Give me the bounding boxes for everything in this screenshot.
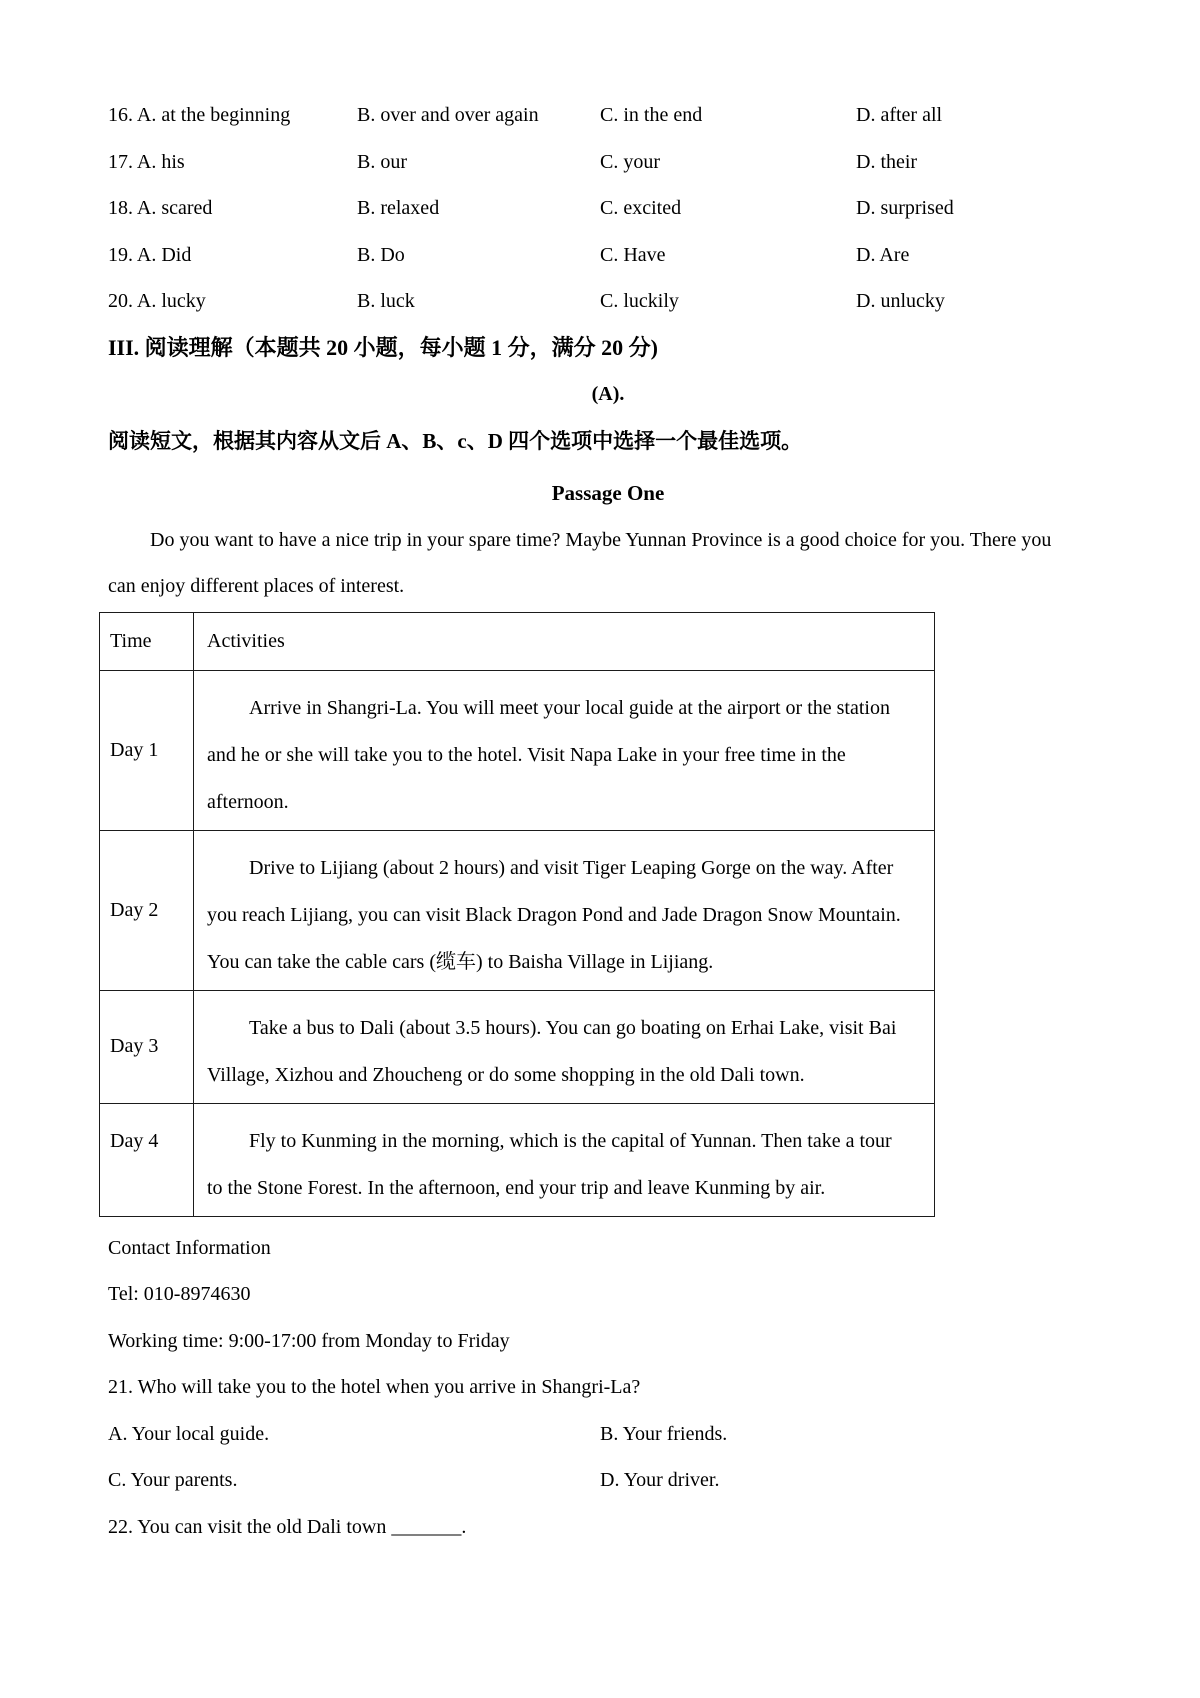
day-label: Day 3 bbox=[100, 990, 194, 1103]
question-21-options-row-2 bbox=[108, 1457, 1108, 1504]
cloze-row-19 bbox=[108, 232, 1108, 279]
activity-line: You can take the cable cars (缆车) to Baisha Village in Lijiang. bbox=[207, 950, 714, 973]
question-21-stem: 21. Who will take you to the hotel when you arrive in Shangri-La? bbox=[108, 1376, 641, 1398]
question-21 bbox=[108, 1364, 1108, 1504]
day2-activities bbox=[194, 830, 935, 990]
section-heading: III. 阅读理解（本题共 20 小题，每小题 1 分，满分 20 分) bbox=[108, 334, 659, 360]
option-21-a: A. Your local guide. bbox=[108, 1422, 270, 1445]
option-19-d: D. Are bbox=[856, 243, 910, 266]
option-16-d: D. after all bbox=[856, 104, 943, 126]
contact-tel: Tel: 010-8974630 bbox=[108, 1283, 251, 1305]
option-18-d: D. surprised bbox=[856, 197, 954, 219]
day-label-text: Day 4 bbox=[110, 1129, 159, 1152]
activity-line: Drive to Lijiang (about 2 hours) and visit Tiger Leaping Gorge on the way. After bbox=[249, 856, 894, 879]
cloze-row-18 bbox=[108, 185, 1108, 232]
option-20-d: D. unlucky bbox=[856, 290, 945, 312]
day4-activities bbox=[194, 1103, 935, 1216]
activity-line: Village, Xizhou and Zhoucheng or do some shopping in the old Dali town. bbox=[207, 1063, 805, 1086]
activity-line: to the Stone Forest. In the afternoon, end your trip and leave Kunming by air. bbox=[207, 1176, 826, 1199]
option-21-b: B. Your friends. bbox=[600, 1422, 728, 1445]
cloze-row-16 bbox=[108, 92, 1108, 139]
reading-instruction: 阅读短文，根据其内容从文后 A、B、c、D 四个选项中选择一个最佳选项。 bbox=[108, 428, 803, 453]
question-22-stem: 22. You can visit the old Dali town _______. bbox=[108, 1515, 467, 1538]
cloze-options-16-20 bbox=[108, 92, 1108, 325]
contact-info bbox=[108, 1225, 1108, 1365]
option-20-c: C. luckily bbox=[600, 290, 679, 312]
option-17-d: D. their bbox=[856, 150, 918, 173]
option-16-c: C. in the end bbox=[600, 104, 703, 126]
option-21-d: D. Your driver. bbox=[600, 1469, 720, 1491]
activity-line: Arrive in Shangri-La. You will meet your local guide at the airport or the station bbox=[249, 696, 890, 719]
table-row-day2 bbox=[100, 830, 935, 990]
option-19-c: C. Have bbox=[600, 243, 666, 266]
contact-title: Contact Information bbox=[108, 1236, 271, 1259]
option-18-b: B. relaxed bbox=[357, 197, 440, 219]
option-20-a: 20. A. lucky bbox=[108, 290, 206, 312]
passage-title: Passage One bbox=[551, 481, 665, 505]
activity-line: Fly to Kunming in the morning, which is the capital of Yunnan. Then take a tour bbox=[249, 1129, 892, 1152]
option-16-b: B. over and over again bbox=[357, 104, 539, 126]
option-16-a: 16. A. at the beginning bbox=[108, 104, 291, 126]
day1-activities bbox=[194, 670, 935, 830]
option-19-a: 19. A. Did bbox=[108, 243, 192, 266]
table-row-day1 bbox=[100, 670, 935, 830]
cloze-row-20 bbox=[108, 278, 1108, 325]
question-22 bbox=[108, 1504, 1108, 1551]
day-label: Day 2 bbox=[100, 830, 194, 990]
part-label: (A). bbox=[591, 383, 625, 405]
option-18-c: C. excited bbox=[600, 197, 682, 219]
passage-line: Do you want to have a nice trip in your spare time? Maybe Yunnan Province is a good choice for you. There you bbox=[150, 528, 1052, 551]
activity-line: afternoon. bbox=[207, 790, 289, 813]
activity-line: and he or she will take you to the hotel. Visit Napa Lake in your free time in the bbox=[207, 743, 846, 766]
option-20-b: B. luck bbox=[357, 290, 415, 312]
activity-line: Take a bus to Dali (about 3.5 hours). You can go boating on Erhai Lake, visit Bai bbox=[249, 1016, 897, 1039]
itinerary-table bbox=[99, 612, 935, 1217]
passage-intro bbox=[108, 517, 1108, 610]
day3-activities bbox=[194, 990, 935, 1103]
option-17-b: B. our bbox=[357, 150, 407, 173]
activity-line: you reach Lijiang, you can visit Black Dragon Pond and Jade Dragon Snow Mountain. bbox=[207, 903, 901, 926]
contact-working-time: Working time: 9:00-17:00 from Monday to Friday bbox=[108, 1329, 510, 1352]
day-label bbox=[100, 1103, 194, 1216]
day-label: Day 1 bbox=[100, 670, 194, 830]
option-19-b: B. Do bbox=[357, 243, 405, 266]
passage-line: can enjoy different places of interest. bbox=[108, 575, 405, 597]
table-row-day4 bbox=[100, 1103, 935, 1216]
option-18-a: 18. A. scared bbox=[108, 197, 213, 219]
cloze-row-17 bbox=[108, 139, 1108, 186]
col-header-time: Time bbox=[100, 612, 194, 670]
option-17-a: 17. A. his bbox=[108, 150, 185, 173]
table-row-day3 bbox=[100, 990, 935, 1103]
option-17-c: C. your bbox=[600, 150, 660, 173]
col-header-activities: Activities bbox=[194, 612, 935, 670]
table-header-row bbox=[100, 612, 935, 670]
option-21-c: C. Your parents. bbox=[108, 1469, 238, 1491]
question-21-options-row-1 bbox=[108, 1411, 1108, 1458]
